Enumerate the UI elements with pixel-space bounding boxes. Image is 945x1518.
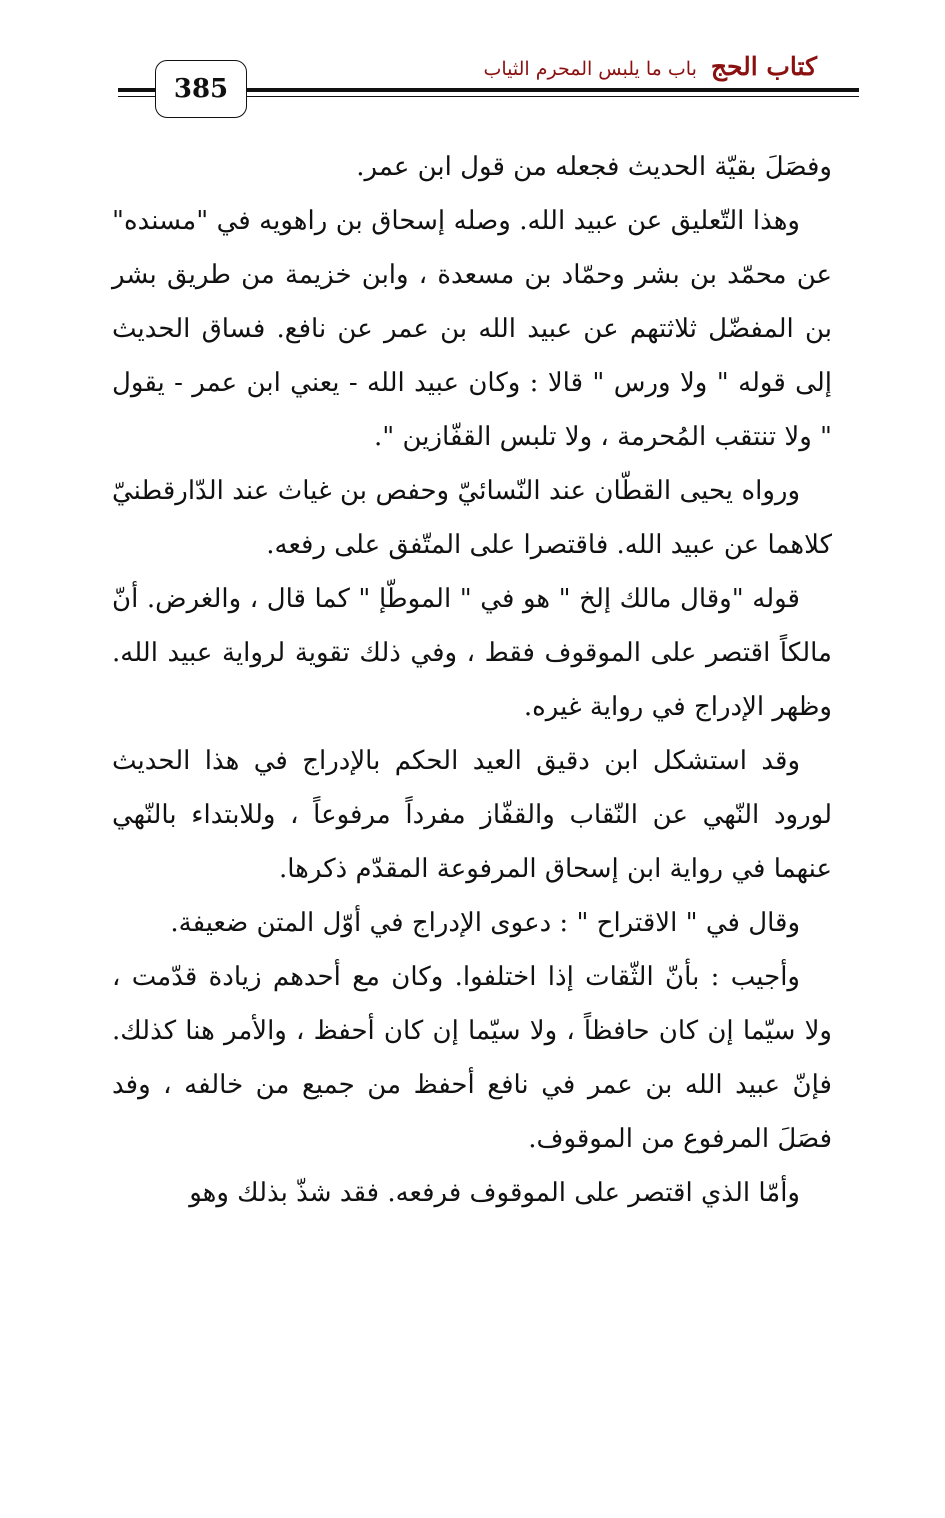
paragraph: وهذا التّعليق عن عبيد الله. وصله إسحاق بن راهويه في "مسنده" عن محمّد بن بشر وحمّاد بن مسعدة ، وابن خزيمة من طريق بشر بن المفضّل ثلاثتهم عن عبيد الله بن عمر عن نافع. فساق الحديث إلى قوله " ولا ورس " قالا : وكان عبيد الله - يعني ابن عمر - يقول " ولا تنتقب المُحرمة ، ولا تلبس القفّازين ".: [112, 206, 832, 452]
paragraph: ورواه يحيى القطّان عند النّسائيّ وحفص بن غياث عند الدّارقطنيّ كلاهما عن عبيد الله. فاقتصرا على المتّفق على رفعه.: [112, 476, 832, 560]
body-text: [112, 140, 832, 1220]
paragraph: وفصَلَ بقيّة الحديث فجعله من قول ابن عمر.: [356, 152, 832, 182]
page-number: 385: [155, 60, 247, 118]
page-header: [0, 0, 945, 130]
paragraph: وقال في " الاقتراح " : دعوى الإدراج في أوّل المتن ضعيفة.: [170, 908, 800, 938]
paragraph: قوله "وقال مالك إلخ " هو في " الموطّإ " كما قال ، والغرض. أنّ مالكاً اقتصر على الموقوف فقط ، وفي ذلك تقوية لرواية عبيد الله. وظهر الإدراج في رواية غيره.: [112, 584, 832, 722]
chapter-title: باب ما يلبس المحرم الثياب: [483, 58, 697, 80]
running-title: [483, 52, 817, 81]
book-title: كتاب الحج: [710, 52, 817, 81]
paragraph: وقد استشكل ابن دقيق العيد الحكم بالإدراج في هذا الحديث لورود النّهي عن النّقاب والقفّاز مفرداً مرفوعاً ، وللابتداء بالنّهي عنهما في رواية ابن إسحاق المرفوعة المقدّم ذكرها.: [112, 746, 832, 884]
paragraph: وأجيب : بأنّ الثّقات إذا اختلفوا. وكان مع أحدهم زيادة قدّمت ، ولا سيّما إن كان حافظاً ، ولا سيّما إن كان أحفظ ، والأمر هنا كذلك. فإنّ عبيد الله بن عمر في نافع أحفظ من جميع من خالفه ، وفد فصَلَ المرفوع من الموقوف.: [112, 962, 832, 1154]
paragraph: وأمّا الذي اقتصر على الموقوف فرفعه. فقد شذّ بذلك وهو: [189, 1178, 800, 1208]
